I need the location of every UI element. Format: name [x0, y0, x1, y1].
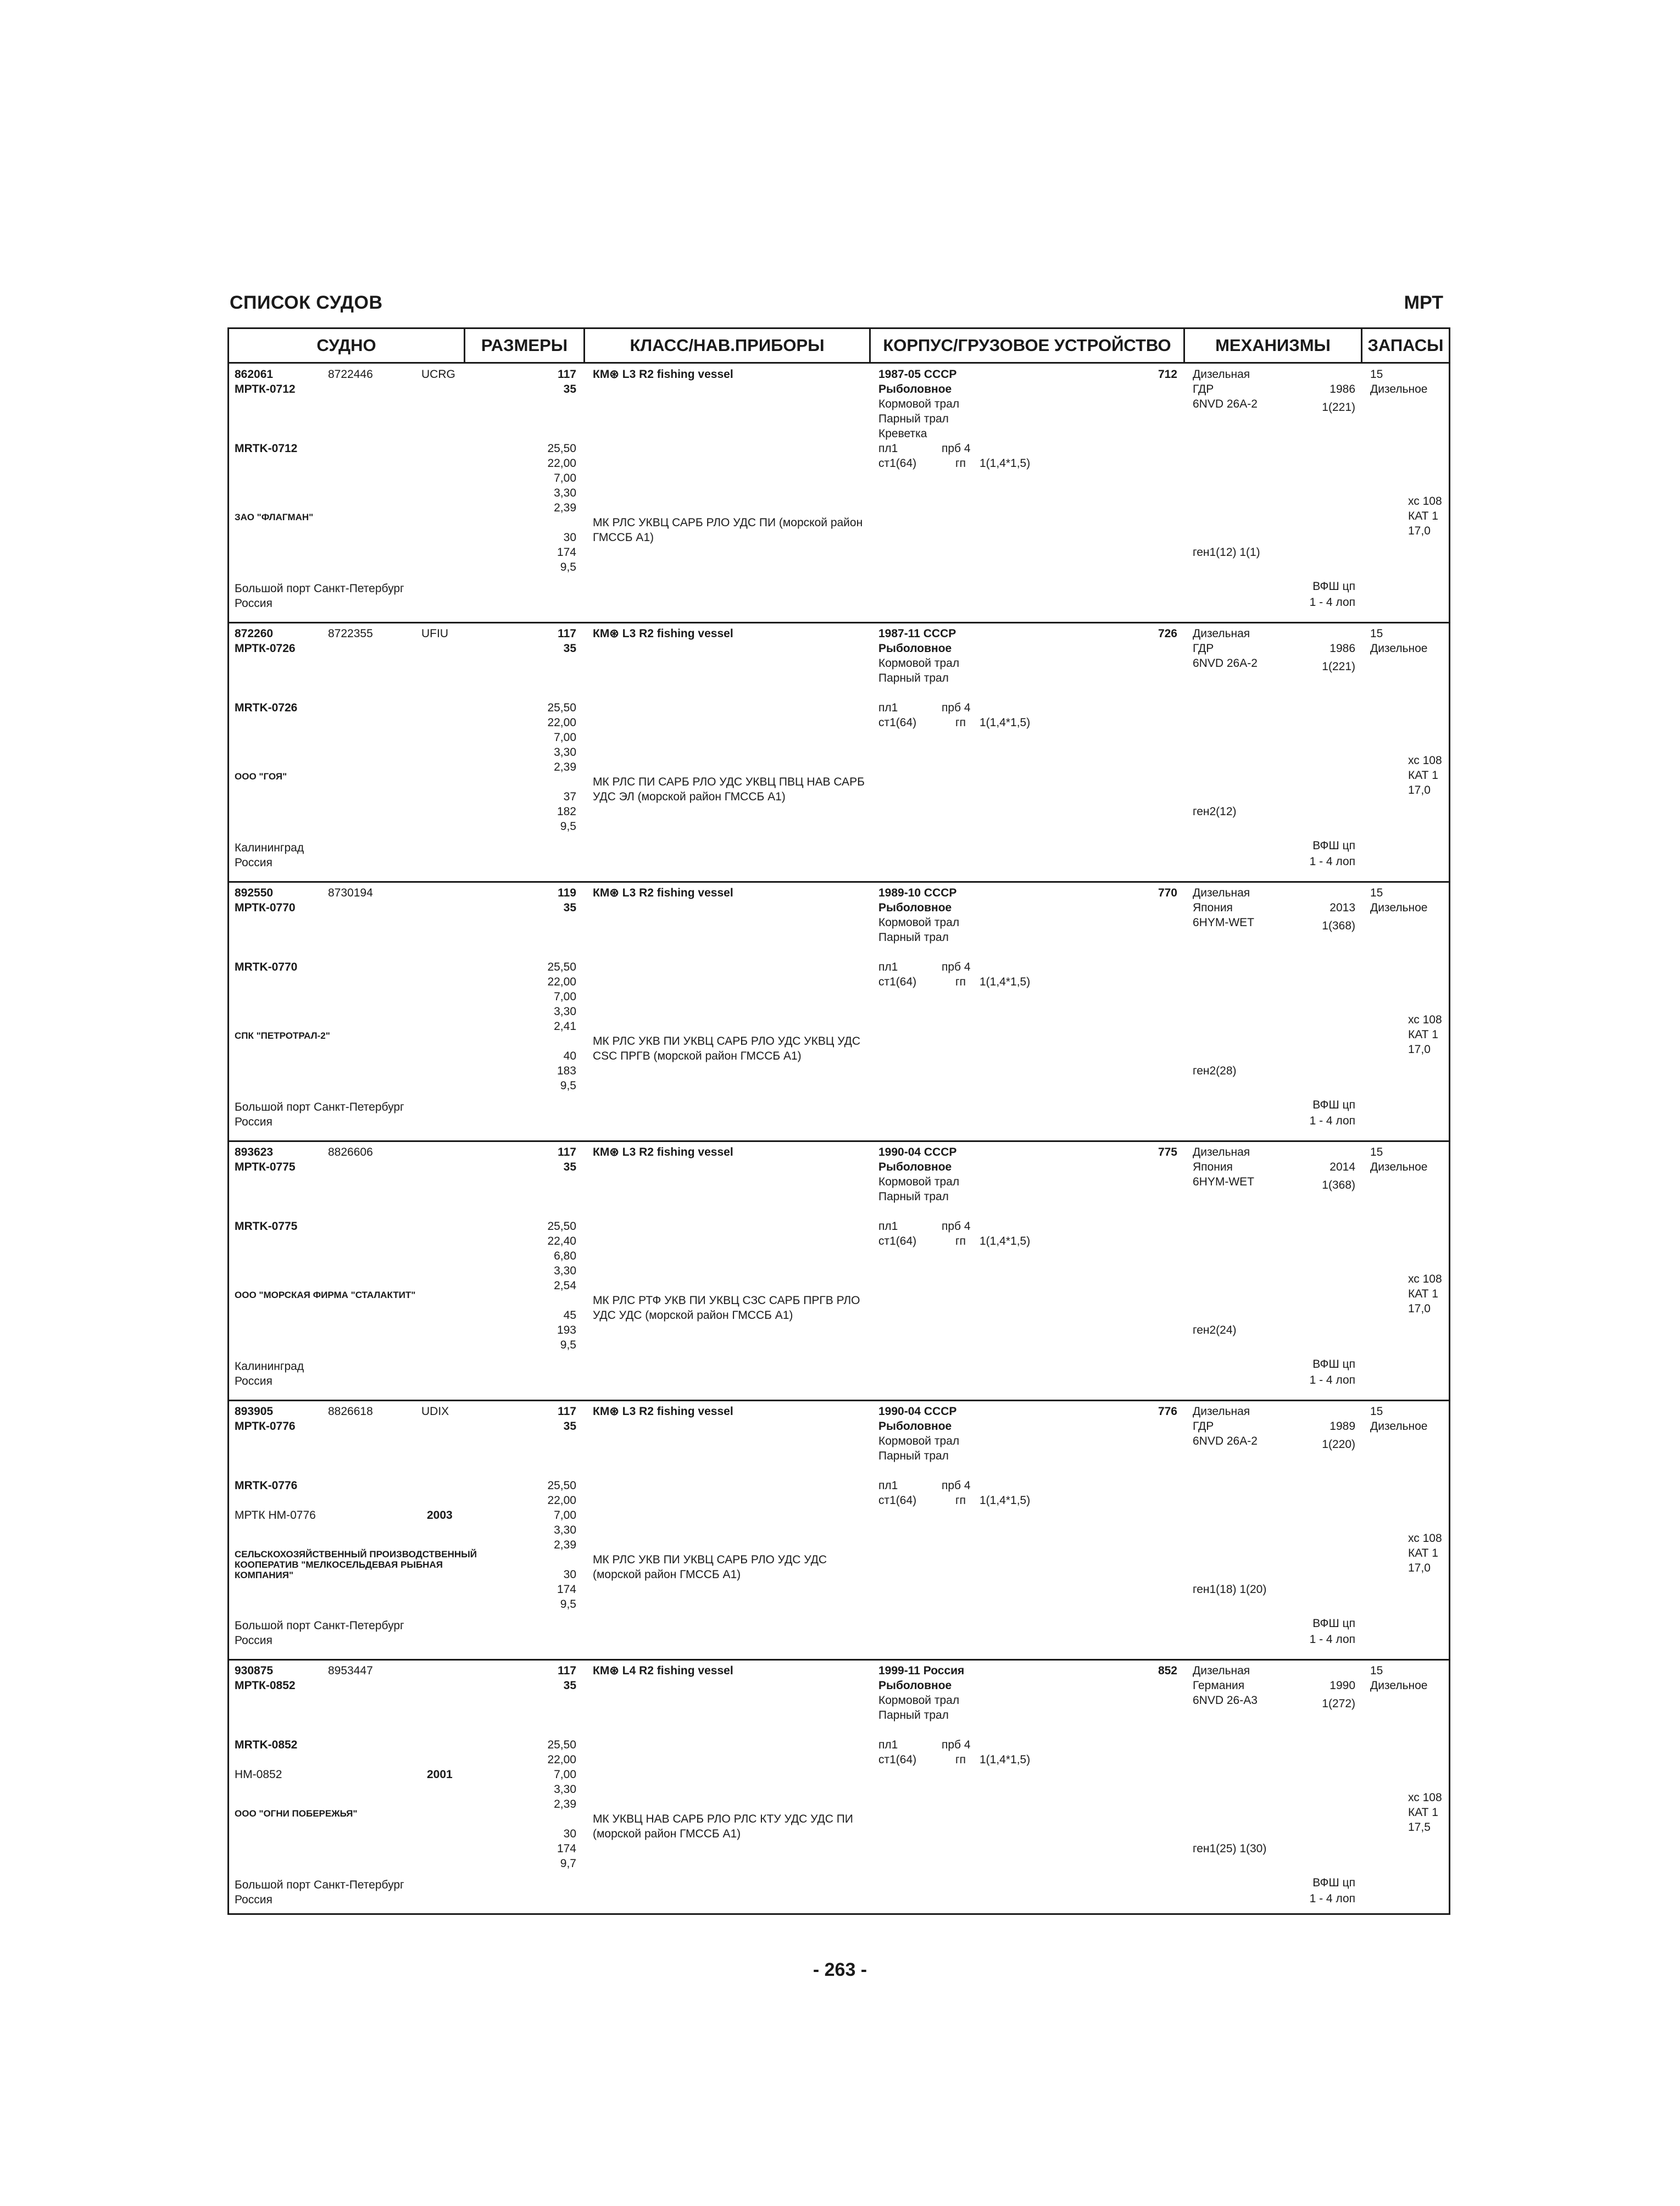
port-of-registry: Большой порт Санкт-Петербург — [235, 1879, 404, 1891]
dim-speed: 9,7 — [560, 1857, 576, 1870]
ship-register-table — [227, 327, 1450, 1915]
gross-tonnage: 712 — [1158, 368, 1177, 381]
vessel-name: МРТК-0776 — [235, 1420, 296, 1433]
dim-length-pp: 22,00 — [547, 716, 576, 729]
deck-count: пл1 — [878, 442, 898, 455]
vessel-record — [229, 1401, 1449, 1659]
vessel-name-latin: MRTK-0726 — [235, 701, 298, 714]
generator-spec: ген2(24) — [1193, 1324, 1237, 1336]
vessel-record — [229, 364, 1449, 622]
vessel-purpose: Рыболовное — [878, 642, 952, 655]
dim-draught: 2,39 — [554, 502, 576, 514]
call-sign: UCRG — [421, 368, 455, 381]
engine-model: 6HYM-WET — [1193, 916, 1254, 929]
port-of-registry: Большой порт Санкт-Петербург — [235, 1101, 404, 1113]
dim-length-pp: 22,00 — [547, 1753, 576, 1766]
ice-category: КАТ 1 — [1408, 769, 1438, 782]
flag-country: Россия — [235, 1893, 272, 1906]
propeller-blades: 1 - 4 лоп — [1309, 596, 1355, 609]
crane-spec: ст1(64) — [878, 976, 917, 988]
vessel-name-latin: MRTK-0770 — [235, 961, 298, 973]
build-date-country: 1999-11 Россия — [878, 1664, 965, 1677]
ice-value: 17,0 — [1408, 1043, 1431, 1056]
imo-number: 8826618 — [328, 1405, 373, 1418]
class-notation: КМ⊛ L3 R2 fishing vessel — [593, 887, 733, 899]
column-header-dimensions: РАЗМЕРЫ — [465, 329, 585, 362]
owner-name: ООО "ОГНИ ПОБЕРЕЖЬЯ" — [235, 1808, 358, 1819]
engine-type: Дизельная — [1193, 368, 1250, 381]
registry-number: 862061 — [235, 368, 274, 381]
navigation-equipment: МК УКВЦ НАВ САРБ РЛО РЛС КТУ УДС УДС ПИ (морской район ГМССБ А1) — [593, 1813, 853, 1840]
ice-value: 17,0 — [1408, 784, 1431, 796]
dim-breadth: 7,00 — [554, 990, 576, 1003]
hatch-spec: 1(1,4*1,5) — [980, 1494, 1031, 1507]
call-sign: UDIX — [421, 1405, 449, 1418]
dim-top-2: 35 — [563, 1420, 576, 1433]
bulkhead-count: прб 4 — [942, 1739, 971, 1751]
crane-spec: ст1(64) — [878, 457, 917, 470]
vessel-purpose: Рыболовное — [878, 1420, 952, 1433]
navigation-equipment: МК РЛС УКВ ПИ УКВЦ САРБ РЛО УДС УКВЦ УДС CSC ПРГВ (морской район ГМССБ А1) — [593, 1035, 861, 1062]
flag-country: Россия — [235, 597, 272, 610]
dim-length-pp: 22,40 — [547, 1235, 576, 1247]
build-date-country: 1990-04 СССР — [878, 1405, 957, 1418]
propeller-blades: 1 - 4 лоп — [1309, 1892, 1355, 1905]
bulkhead-count: прб 4 — [942, 1220, 971, 1233]
dim-breadth: 7,00 — [554, 1768, 576, 1781]
build-date-country: 1987-11 СССР — [878, 627, 956, 640]
crew-count: 15 — [1370, 1146, 1383, 1158]
dim-net-tonnage: 45 — [563, 1309, 576, 1322]
hull-feature-2: Парный трал — [878, 413, 949, 425]
engine-year: 1989 — [1329, 1420, 1355, 1433]
hull-feature-3: Креветка — [878, 427, 927, 440]
vessel-name-latin: MRTK-0852 — [235, 1739, 298, 1751]
dim-length-pp: 22,00 — [547, 976, 576, 988]
vessel-name-latin: MRTK-0775 — [235, 1220, 298, 1233]
column-header-hull-cargo: КОРПУС/ГРУЗОВОЕ УСТРОЙСТВО — [871, 329, 1185, 362]
former-name: МРТК НМ-0776 — [235, 1509, 316, 1522]
column-header-machinery: МЕХАНИЗМЫ — [1185, 329, 1362, 362]
engine-year: 2014 — [1329, 1161, 1355, 1173]
engine-count-power: 1(368) — [1322, 920, 1355, 932]
hatch-spec: 1(1,4*1,5) — [980, 1753, 1031, 1766]
dim-net-tonnage: 30 — [563, 1828, 576, 1840]
build-date-country: 1990-04 СССР — [878, 1146, 957, 1158]
dim-top-2: 35 — [563, 383, 576, 395]
gross-tonnage: 776 — [1158, 1405, 1177, 1418]
vessel-record — [229, 1660, 1449, 1918]
engine-model: 6NVD 26A-2 — [1193, 1435, 1258, 1447]
ice-category: КАТ 1 — [1408, 510, 1438, 522]
dim-net-tonnage: 40 — [563, 1050, 576, 1062]
dim-speed: 9,5 — [560, 561, 576, 573]
engine-count-power: 1(221) — [1322, 401, 1355, 414]
hull-feature-1: Кормовой трал — [878, 398, 960, 410]
dim-top-2: 35 — [563, 642, 576, 655]
imo-number: 8722446 — [328, 368, 373, 381]
dim-depth: 3,30 — [554, 1264, 576, 1277]
flag-country: Россия — [235, 1375, 272, 1388]
dim-deadweight: 183 — [557, 1065, 576, 1077]
dim-deadweight: 174 — [557, 1842, 576, 1855]
ice-capacity: хс 108 — [1408, 1273, 1442, 1285]
bulkhead-count: прб 4 — [942, 442, 971, 455]
dim-speed: 9,5 — [560, 1079, 576, 1092]
deck-count: пл1 — [878, 701, 898, 714]
propeller-type: ВФШ цп — [1312, 1617, 1355, 1630]
page-code: МРТ — [1404, 292, 1443, 313]
vessel-name: МРТК-0712 — [235, 383, 296, 395]
build-date-country: 1989-10 СССР — [878, 887, 957, 899]
engine-country: ГДР — [1193, 1420, 1214, 1433]
propeller-blades: 1 - 4 лоп — [1309, 1374, 1355, 1386]
ice-capacity: хс 108 — [1408, 495, 1442, 508]
dim-breadth: 6,80 — [554, 1250, 576, 1262]
dim-length-overall: 25,50 — [547, 442, 576, 455]
crew-count: 15 — [1370, 1664, 1383, 1677]
dim-net-tonnage: 30 — [563, 531, 576, 544]
dim-draught: 2,41 — [554, 1020, 576, 1033]
engine-model: 6HYM-WET — [1193, 1176, 1254, 1188]
dim-depth: 3,30 — [554, 1783, 576, 1796]
call-sign: UFIU — [421, 627, 448, 640]
engine-type: Дизельная — [1193, 887, 1250, 899]
engine-country: ГДР — [1193, 642, 1214, 655]
vessel-name: МРТК-0852 — [235, 1679, 296, 1692]
dim-speed: 9,5 — [560, 820, 576, 833]
dim-draught: 2,39 — [554, 1539, 576, 1551]
engine-type: Дизельная — [1193, 627, 1250, 640]
engine-year: 2013 — [1329, 901, 1355, 914]
ice-value: 17,0 — [1408, 1562, 1431, 1574]
propeller-type: ВФШ цп — [1312, 1099, 1355, 1111]
imo-number: 8730194 — [328, 887, 373, 899]
vessel-purpose: Рыболовное — [878, 383, 952, 395]
hull-feature-2: Парный трал — [878, 1709, 949, 1722]
dim-top-1: 117 — [558, 1664, 576, 1677]
port-of-registry: Калининград — [235, 1360, 304, 1373]
flag-country: Россия — [235, 1116, 272, 1128]
crane-spec: ст1(64) — [878, 716, 917, 729]
dim-depth: 3,30 — [554, 1524, 576, 1536]
port-of-registry: Калининград — [235, 842, 304, 854]
engine-year: 1990 — [1329, 1679, 1355, 1692]
class-notation: КМ⊛ L4 R2 fishing vessel — [593, 1664, 733, 1677]
deck-count: пл1 — [878, 1739, 898, 1751]
hull-feature-1: Кормовой трал — [878, 1435, 960, 1447]
engine-country: Германия — [1193, 1679, 1245, 1692]
dim-length-pp: 22,00 — [547, 1494, 576, 1507]
class-notation: КМ⊛ L3 R2 fishing vessel — [593, 627, 733, 640]
engine-type: Дизельная — [1193, 1405, 1250, 1418]
class-notation: КМ⊛ L3 R2 fishing vessel — [593, 1146, 733, 1158]
hull-feature-2: Парный трал — [878, 672, 949, 684]
hull-feature-1: Кормовой трал — [878, 1176, 960, 1188]
owner-name: СПК "ПЕТРОТРАЛ-2" — [235, 1030, 330, 1041]
dim-net-tonnage: 30 — [563, 1568, 576, 1581]
dim-draught: 2,39 — [554, 1798, 576, 1811]
fuel-type: Дизельное — [1370, 1420, 1428, 1433]
hull-feature-2: Парный трал — [878, 1190, 949, 1203]
crew-count: 15 — [1370, 368, 1383, 381]
engine-model: 6NVD 26-A3 — [1193, 1694, 1258, 1707]
registry-number: 930875 — [235, 1664, 274, 1677]
ice-capacity: хс 108 — [1408, 1013, 1442, 1026]
engine-type: Дизельная — [1193, 1664, 1250, 1677]
dim-length-overall: 25,50 — [547, 961, 576, 973]
dim-top-1: 117 — [558, 627, 576, 640]
build-date-country: 1987-05 СССР — [878, 368, 957, 381]
port-of-registry: Большой порт Санкт-Петербург — [235, 1619, 404, 1632]
crane-spec: ст1(64) — [878, 1753, 917, 1766]
engine-count-power: 1(221) — [1322, 660, 1355, 673]
owner-name: ООО "ГОЯ" — [235, 771, 287, 782]
dim-deadweight: 193 — [557, 1324, 576, 1336]
dim-draught: 2,39 — [554, 761, 576, 773]
vessel-purpose: Рыболовное — [878, 1679, 952, 1692]
registry-number: 893623 — [235, 1146, 274, 1158]
crane-spec: ст1(64) — [878, 1494, 917, 1507]
ice-category: КАТ 1 — [1408, 1028, 1438, 1041]
generator-spec: ген2(12) — [1193, 805, 1237, 818]
column-header-class-nav: КЛАСС/НАВ.ПРИБОРЫ — [585, 329, 871, 362]
hull-feature-1: Кормовой трал — [878, 1694, 960, 1707]
vessel-name: МРТК-0770 — [235, 901, 296, 914]
engine-country: Япония — [1193, 1161, 1233, 1173]
vessel-name-latin: MRTK-0776 — [235, 1479, 298, 1492]
hull-feature-1: Кормовой трал — [878, 916, 960, 929]
dim-top-1: 119 — [558, 887, 576, 899]
former-name-year: 2003 — [427, 1509, 453, 1522]
hatch-spec: 1(1,4*1,5) — [980, 457, 1031, 470]
engine-model: 6NVD 26A-2 — [1193, 398, 1258, 410]
engine-count-power: 1(368) — [1322, 1179, 1355, 1191]
owner-name: ООО "МОРСКАЯ ФИРМА "СТАЛАКТИТ" — [235, 1290, 416, 1300]
owner-name: СЕЛЬСКОХОЗЯЙСТВЕННЫЙ ПРОИЗВОДСТВЕННЫЙ КООПЕРАТИВ "МЕЛКОСЕЛЬДЕВАЯ РЫБНАЯ КОМПАНИЯ" — [235, 1549, 477, 1580]
deck-count: пл1 — [878, 961, 898, 973]
dim-length-pp: 22,00 — [547, 457, 576, 470]
ice-category: КАТ 1 — [1408, 1806, 1438, 1819]
crew-count: 15 — [1370, 887, 1383, 899]
propeller-blades: 1 - 4 лоп — [1309, 1633, 1355, 1646]
owner-name: ЗАО "ФЛАГМАН" — [235, 512, 314, 522]
dim-length-overall: 25,50 — [547, 701, 576, 714]
vessel-purpose: Рыболовное — [878, 1161, 952, 1173]
dim-length-overall: 25,50 — [547, 1479, 576, 1492]
flag-country: Россия — [235, 856, 272, 869]
gross-tonnage: 775 — [1158, 1146, 1177, 1158]
vessel-record — [229, 1141, 1449, 1400]
dim-speed: 9,5 — [560, 1598, 576, 1611]
fuel-type: Дизельное — [1370, 383, 1428, 395]
fuel-type: Дизельное — [1370, 642, 1428, 655]
navigation-equipment: МК РЛС ПИ САРБ РЛО УДС УКВЦ ПВЦ НАВ САРБ УДС ЭЛ (морской район ГМССБ А1) — [593, 776, 865, 803]
imo-number: 8722355 — [328, 627, 373, 640]
dim-net-tonnage: 37 — [563, 790, 576, 803]
engine-year: 1986 — [1329, 642, 1355, 655]
registry-number: 893905 — [235, 1405, 274, 1418]
bulkhead-count: прб 4 — [942, 961, 971, 973]
dim-deadweight: 182 — [557, 805, 576, 818]
dim-length-overall: 25,50 — [547, 1220, 576, 1233]
gross-tonnage: 726 — [1158, 627, 1177, 640]
hull-feature-2: Парный трал — [878, 931, 949, 944]
hatch-label: гп — [955, 716, 966, 729]
engine-type: Дизельная — [1193, 1146, 1250, 1158]
dim-breadth: 7,00 — [554, 472, 576, 484]
vessel-record — [229, 623, 1449, 881]
hatch-label: гп — [955, 457, 966, 470]
propeller-type: ВФШ цп — [1312, 580, 1355, 593]
dim-deadweight: 174 — [557, 1583, 576, 1596]
dim-depth: 3,30 — [554, 1005, 576, 1018]
imo-number: 8826606 — [328, 1146, 373, 1158]
dim-top-1: 117 — [558, 1405, 576, 1418]
gross-tonnage: 852 — [1158, 1664, 1177, 1677]
vessel-record — [229, 882, 1449, 1140]
dim-depth: 3,30 — [554, 487, 576, 499]
dim-depth: 3,30 — [554, 746, 576, 759]
ice-category: КАТ 1 — [1408, 1547, 1438, 1559]
vessel-name: МРТК-0775 — [235, 1161, 296, 1173]
generator-spec: ген1(12) 1(1) — [1193, 546, 1260, 559]
hatch-label: гп — [955, 1753, 966, 1766]
crew-count: 15 — [1370, 627, 1383, 640]
dim-top-2: 35 — [563, 1161, 576, 1173]
propeller-type: ВФШ цп — [1312, 839, 1355, 852]
port-of-registry: Большой порт Санкт-Петербург — [235, 582, 404, 595]
ice-capacity: хс 108 — [1408, 1791, 1442, 1804]
dim-breadth: 7,00 — [554, 731, 576, 744]
hatch-spec: 1(1,4*1,5) — [980, 976, 1031, 988]
page-number: - 263 - — [813, 1959, 867, 1980]
former-name-year: 2001 — [427, 1768, 453, 1781]
registry-number: 872260 — [235, 627, 274, 640]
class-notation: КМ⊛ L3 R2 fishing vessel — [593, 368, 733, 381]
dim-draught: 2,54 — [554, 1279, 576, 1292]
ice-value: 17,0 — [1408, 1302, 1431, 1315]
crane-spec: ст1(64) — [878, 1235, 917, 1247]
propeller-blades: 1 - 4 лоп — [1309, 1115, 1355, 1127]
vessel-name-latin: MRTK-0712 — [235, 442, 298, 455]
fuel-type: Дизельное — [1370, 901, 1428, 914]
hatch-label: гп — [955, 976, 966, 988]
hatch-label: гп — [955, 1494, 966, 1507]
ice-value: 17,0 — [1408, 525, 1431, 537]
hatch-label: гп — [955, 1235, 966, 1247]
vessel-name: МРТК-0726 — [235, 642, 296, 655]
column-header-vessel: СУДНО — [229, 329, 465, 362]
fuel-type: Дизельное — [1370, 1679, 1428, 1692]
ice-category: КАТ 1 — [1408, 1288, 1438, 1300]
fuel-type: Дизельное — [1370, 1161, 1428, 1173]
engine-country: Япония — [1193, 901, 1233, 914]
dim-breadth: 7,00 — [554, 1509, 576, 1522]
generator-spec: ген1(25) 1(30) — [1193, 1842, 1267, 1855]
flag-country: Россия — [235, 1634, 272, 1647]
bulkhead-count: прб 4 — [942, 1479, 971, 1492]
hatch-spec: 1(1,4*1,5) — [980, 716, 1031, 729]
propeller-type: ВФШ цп — [1312, 1876, 1355, 1889]
former-name: НМ-0852 — [235, 1768, 282, 1781]
dim-speed: 9,5 — [560, 1339, 576, 1351]
generator-spec: ген2(28) — [1193, 1065, 1237, 1077]
engine-count-power: 1(220) — [1322, 1438, 1355, 1451]
dim-length-overall: 25,50 — [547, 1739, 576, 1751]
hull-feature-2: Парный трал — [878, 1450, 949, 1462]
engine-model: 6NVD 26A-2 — [1193, 657, 1258, 670]
dim-top-2: 35 — [563, 901, 576, 914]
generator-spec: ген1(18) 1(20) — [1193, 1583, 1267, 1596]
engine-country: ГДР — [1193, 383, 1214, 395]
hatch-spec: 1(1,4*1,5) — [980, 1235, 1031, 1247]
vessel-purpose: Рыболовное — [878, 901, 952, 914]
ice-value: 17,5 — [1408, 1821, 1431, 1834]
dim-top-1: 117 — [558, 368, 576, 381]
engine-count-power: 1(272) — [1322, 1697, 1355, 1710]
class-notation: КМ⊛ L3 R2 fishing vessel — [593, 1405, 733, 1418]
dim-top-2: 35 — [563, 1679, 576, 1692]
deck-count: пл1 — [878, 1479, 898, 1492]
hull-feature-1: Кормовой трал — [878, 657, 960, 670]
ice-capacity: хс 108 — [1408, 754, 1442, 767]
navigation-equipment: МК РЛС УКВЦ САРБ РЛО УДС ПИ (морской район ГМССБ А1) — [593, 516, 863, 544]
crew-count: 15 — [1370, 1405, 1383, 1418]
column-header-supplies: ЗАПАСЫ — [1367, 336, 1444, 355]
imo-number: 8953447 — [328, 1664, 373, 1677]
navigation-equipment: МК РЛС РТФ УКВ ПИ УКВЦ СЗС САРБ ПРГВ РЛО УДС УДС (морской район ГМССБ А1) — [593, 1294, 860, 1322]
dim-deadweight: 174 — [557, 546, 576, 559]
page-title: СПИСОК СУДОВ — [230, 292, 383, 313]
navigation-equipment: МК РЛС УКВ ПИ УКВЦ САРБ РЛО УДС УДС (морской район ГМССБ А1) — [593, 1553, 827, 1581]
bulkhead-count: прб 4 — [942, 701, 971, 714]
registry-number: 892550 — [235, 887, 274, 899]
ice-capacity: хс 108 — [1408, 1532, 1442, 1545]
dim-top-1: 117 — [558, 1146, 576, 1158]
propeller-type: ВФШ цп — [1312, 1358, 1355, 1371]
gross-tonnage: 770 — [1158, 887, 1177, 899]
deck-count: пл1 — [878, 1220, 898, 1233]
propeller-blades: 1 - 4 лоп — [1309, 855, 1355, 868]
engine-year: 1986 — [1329, 383, 1355, 395]
